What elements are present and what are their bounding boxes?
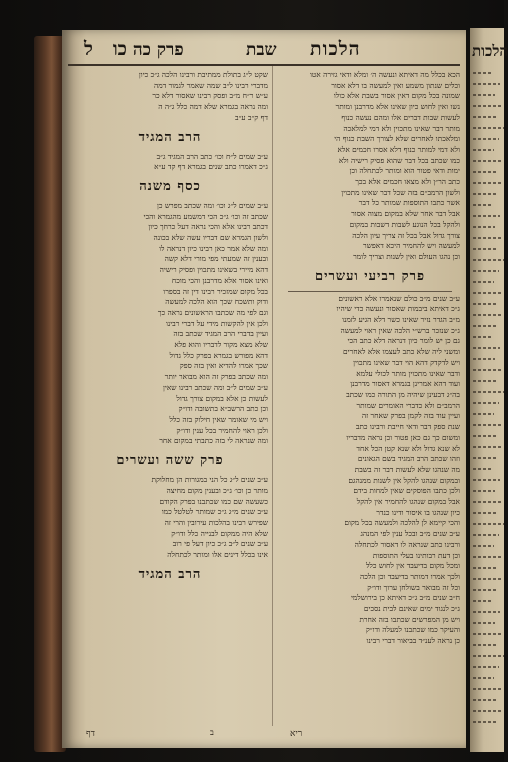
text-line: וכן כתב הרשב״א בתשובה ודו״ק (178, 404, 268, 414)
section-heading-rav-hamagid: הרב המגיד (138, 129, 202, 145)
adjacent-page-text-line (473, 468, 493, 470)
adjacent-page-text-line (473, 721, 498, 723)
footer-signature: ב (210, 728, 214, 737)
text-line: שמונה בכל מקום דאין אסור בשבת אלא כולו (333, 91, 460, 101)
text-line: מ״ב הגדר נזיר שאינו כשר דלא הגיע לזמנו (342, 315, 460, 325)
text-line: שנת ספק דבר ודאי חייבת ורבינו כתב (355, 422, 460, 432)
left-lines-s1 (72, 152, 268, 173)
column-divider (272, 66, 273, 726)
adjacent-page-text-line (473, 171, 496, 173)
text-line: ורבינו כתב שנראה לו דאסור לכתחלה (354, 539, 460, 549)
right-lines-top (280, 70, 460, 263)
text-line: ודבר שאינו מתכוין מותר לכולי עלמא (356, 368, 460, 378)
text-line: ולכן אין להקשות מידי על דברי רבינו (165, 318, 268, 328)
text-line: כיון שנהגו בו איסור ודינו כנדר (376, 507, 460, 517)
adjacent-page-text-line (473, 160, 501, 162)
header-chapter: פרק כה (132, 40, 184, 60)
adjacent-page-text-line (473, 457, 498, 459)
adjacent-page-text-line (473, 688, 501, 690)
right-lines-mid (280, 294, 460, 422)
text-line: לעשות כן אלא במקום צורך גדול (176, 393, 268, 403)
adjacent-page-text-line (473, 435, 496, 437)
adjacent-page-text-line (473, 622, 495, 624)
adjacent-page-text-line (473, 72, 493, 74)
adjacent-page-text-line (473, 83, 500, 85)
adjacent-page-text-line (473, 534, 499, 536)
adjacent-page-text-line (473, 380, 497, 382)
text-line: ולהקל בכל הנוגע לשבות דשבות במקום (349, 219, 460, 229)
header-rule (68, 64, 460, 66)
text-line: דהא מפורש בגמרא בפרק כלל גדול (169, 350, 268, 360)
adjacent-page-text-line (473, 347, 500, 349)
text-line: ויש מן המפרשים שכתבו בזה אחרת (359, 614, 460, 624)
text-line: אשר כתבו התוספות שמותר כל דבר (358, 198, 460, 208)
text-line: מותר דבר שאינו מתכוין ולא דמי למלאכה (343, 123, 460, 133)
text-line: מותר כן וכו׳ ג״כ ובענין מקום מחיצה (166, 485, 268, 495)
adjacent-page-text-line (473, 589, 498, 591)
text-line: כן נראה לענ״ד בביאור דברי רבינו (366, 636, 460, 646)
text-line: דכתב רבינו אלא והכי נראה דעל כרחך כיון (148, 222, 268, 232)
adjacent-page-text-line (473, 600, 493, 602)
adjacent-page-text-line (473, 666, 499, 668)
adjacent-page-text-line (473, 633, 502, 635)
adjacent-page-text-line (473, 226, 495, 228)
text-line: ולשון הגמרא שם דבריו עשה שלא בכונה (153, 233, 268, 243)
header-title-shabbat: שבת (246, 40, 277, 60)
adjacent-page-text-line (473, 303, 496, 305)
text-line: וזהו שכתב הרב המגיד בשם הגאונים (357, 454, 460, 464)
text-line: ומה שלא אמר כאן רבינו כיון דנראה לו (159, 243, 268, 253)
text-line: לעשות שבות דברים אלו ומהם נעשה כנוף (341, 112, 460, 122)
header-letter: ל (84, 38, 93, 60)
text-line: ע״ב שמים ל״ג וכו׳ ומה שכתב מפרש כן (156, 200, 268, 210)
text-line: ואינו אסור אלא מדרבנן והכי מוכח (171, 275, 268, 285)
adjacent-page-text-line (473, 556, 501, 558)
adjacent-page-text-line (473, 127, 504, 129)
text-line: והעיקר כמו שכתבנו למעלה ודו״ק (365, 625, 460, 635)
left-lines-top (72, 70, 268, 124)
text-line: ג״כ דאמרו כתב שנים בגמרא דף קד ע״א (154, 162, 268, 172)
adjacent-page-text-line (473, 325, 498, 327)
text-line: שכך אמרו להדיא ואין בזה ספק (179, 361, 268, 371)
right-column (280, 70, 460, 730)
adjacent-page-text-line (473, 512, 497, 514)
adjacent-page-text-line (473, 105, 502, 107)
text-line: ומשני ליה שלא כתב לעצמו אלא לאחרים (343, 347, 460, 357)
header-aux: כו (112, 38, 127, 60)
text-line: ובענין זה שמעתי מפי מורי דלא קשה (164, 254, 268, 264)
text-line: אבל דבר אחר שלא במקום מצוה אסור (351, 209, 460, 219)
adjacent-page-text-line (473, 611, 500, 613)
adjacent-page-text-line (473, 413, 494, 415)
left-lines-s2 (72, 201, 268, 447)
section-heading-perek-24: פרק רביעי ועשרים (314, 268, 426, 284)
adjacent-page-text-line (473, 655, 504, 657)
text-line: ע״ב שנים ל״ב ג״כ כיון דעל פי רוב (172, 539, 268, 549)
text-line: ומה נראה בגמרא שלא דמה כלל ג״ה ה (158, 102, 268, 112)
text-line: ולשון הרמב״ם בזה שכל דבר שאינו מתכוין (341, 187, 460, 197)
adjacent-page-text-line (473, 710, 503, 712)
adjacent-page-text-line (473, 116, 497, 118)
adjacent-page-text-line (473, 501, 502, 503)
text-line: דהא מיירי בשאינו מתכוין ופסיק רישיה (159, 265, 268, 275)
adjacent-page-text-line (473, 193, 498, 195)
adjacent-page-text-line (473, 358, 495, 360)
adjacent-page-text-line (473, 259, 504, 261)
text-line: וכן נהגו העולם ואין לשנות וצריך לומר (353, 251, 460, 261)
section-heading-kesef-mishneh: כסף משנה (139, 178, 201, 194)
adjacent-page-text-line (473, 182, 503, 184)
adjacent-page-text-line (473, 545, 494, 547)
text-line: מה שנהגו שלא לעשות דבר זה בשבת (354, 464, 460, 474)
text-line: כמו שכתב בכל דבר שהוא פסיק רישיה ולא (338, 155, 460, 165)
text-line: שקט ל״ג בתולת ממתיבת ורבינו הלכה ג״כ כיון (138, 70, 268, 79)
text-line: ולכך אמרו דמותר בדיעבד וכן הלכה (360, 571, 460, 581)
text-line: ע״ב שנים מ״ב כולם שנאמרו אלא ראשונים (338, 293, 460, 303)
text-line: כתב הר״ן ולא מצאו חכמים אלא בכך (355, 177, 460, 187)
text-line: אבל במקום שנהגו להחמיר אין להקל (356, 497, 460, 507)
text-line: ולכן ראוי להחמיר בכל ענין ודו״ק (176, 425, 268, 435)
adjacent-page-text-line (473, 204, 493, 206)
text-line: ועוד דהא אמרינן בגמרא דאסור מדרבנן (350, 379, 460, 389)
text-line: ג״כ לנגוד ימים שאינם לבית נסכים (363, 604, 460, 614)
text-line: ובמקום שנהגו להקל אין לשנות ממנהגם (348, 475, 460, 485)
header-title-halachot: הלכות (310, 38, 361, 60)
left-column (72, 70, 268, 730)
right-lines-bottom (280, 422, 460, 647)
text-line: ומכל מקום בדיעבד אין לחוש כלל (365, 561, 460, 571)
text-line: ודוק ותשכח שכך הוא הלכה למעשה (165, 297, 268, 307)
adjacent-page-text-line (473, 490, 495, 492)
adjacent-page-edge (470, 28, 508, 752)
text-line: שלא מצא מקור לדבריו והוא פלא (174, 340, 268, 350)
text-line: אינו בכלל דינים אלו ומותר לכתחלה (167, 550, 268, 560)
text-line: ומשום כך גם כאן פטור וכן נראה מדבריו (346, 432, 460, 442)
text-line: דף ק״ב ע״ב (235, 112, 268, 122)
text-line: וכל זה מבואר בשולחן ערוך ודו״ק (367, 582, 460, 592)
text-line: נשו ואין לחוש כיון שאינו אלא מדרבנן ומותר (335, 102, 460, 112)
running-head-left (70, 38, 184, 61)
section-heading-perek-26: פרק ששה ועשרים (116, 453, 224, 469)
text-line: וכלים שנתון משמע ואין למעשה בו דלא אסור (331, 80, 460, 90)
text-line: שכתב זה וכו׳ ג״כ הכי דמשמע מהגמרא והכי (143, 211, 268, 221)
text-line: שפירש רבינו בהלכות עירובין והרי זה (164, 517, 268, 527)
adjacent-page-text-line (473, 578, 503, 580)
text-line: ע״ב שמים ל״ח וכו׳ כתב הרב המגיד ג״ב (156, 151, 268, 161)
text-line: ומה שנראה לי בזה כתבתי במקום אחר (159, 436, 268, 446)
running-head-right (310, 38, 361, 61)
section-rule (288, 291, 452, 292)
text-line: ומלאכתו לאחרים שלא לצורך השבת כנוף הי (334, 134, 460, 144)
adjacent-page-text-line (473, 237, 502, 239)
text-line: מדברי רבינו ל״ב שמה שאמר לגמור דמה (154, 80, 268, 90)
text-line: ולא דמי למותר כנוף דלא אסרו חכמים אלא (337, 144, 460, 154)
text-line: ג״כ דאיתא ביבמות שאסור ונעשה כדי שיהיו (336, 304, 460, 314)
adjacent-page-text-line (473, 314, 503, 316)
text-line: כשעשה שם כמו שכתבנו בפרק הקודם (159, 496, 268, 506)
running-head-shabbat (246, 40, 277, 60)
footer-catchword: ריא (290, 729, 303, 739)
adjacent-page-text-line (473, 523, 504, 525)
text-line: בה״ג דבעינן שיהיה מן התורה כמו שכתב (346, 389, 460, 399)
adjacent-page-text-line (473, 567, 496, 569)
adjacent-page-text-line (473, 644, 497, 646)
adjacent-page-text-line (473, 281, 494, 283)
adjacent-page-text-line (473, 248, 497, 250)
text-line: ע״ב שנים מ״ב ובכל ענין לפי המנהג (360, 529, 460, 539)
adjacent-page-text-line (473, 446, 503, 448)
text-line: והכי קיימא לן להלכה ולמעשה בכל מקום (344, 518, 460, 528)
adjacent-page-text-line (473, 391, 504, 393)
adjacent-page-title: הלכות (472, 42, 508, 60)
text-line: וגם לפי מה שכתבו הראשונים נראה כך (157, 307, 268, 317)
text-line: למעשה ויש להחמיר היכא דאפשר (363, 241, 460, 251)
adjacent-page-text-line (473, 402, 499, 404)
adjacent-page-text-line (473, 138, 499, 140)
text-line: ועיין עוד בזה לקמן בפרק שאחר זה (361, 411, 460, 421)
adjacent-page-text-line (473, 215, 500, 217)
text-line: ע״ב שמים ל״ב ומה שכתב רבינו שאין (163, 382, 268, 392)
section-heading-rav-hamagid-2: הרב המגיד (138, 566, 202, 582)
text-line: צורך גדול אבל בכל זה צריך עיון הלכה (352, 230, 460, 240)
text-line: לא שנא גדול ולא שנא קטן הכל אחד (356, 443, 460, 453)
text-line: וכן דעת רבותינו בעלי התוספות (372, 550, 460, 560)
adjacent-page-text-line (473, 270, 499, 272)
text-line: שלא היה ממקום לבנייה כלל ודו״ק (171, 528, 268, 538)
adjacent-page-text-line (473, 699, 496, 701)
text-line: ימות ודאי פטור הוא ומותר לכתחלה וכן (349, 166, 460, 176)
left-lines-s3 (72, 475, 268, 561)
adjacent-page-text-line (473, 149, 494, 151)
text-line: בכל מקום שמזכיר רבינו דין זה בספרו (163, 286, 268, 296)
text-line: ויש מי שאומר שאין חילוק בזה כלל (169, 414, 268, 424)
adjacent-page-text-line (473, 292, 501, 294)
text-line: ויש לדקדק דהא הוי דבר שאינו מתכוין (353, 357, 460, 367)
text-line: ע״ב שנים ל״ג כל הני במגורות הן מחלוקת (151, 475, 268, 485)
text-line: ג״כ שנזכר ברש״י הלכה שאין ראוי למעשה (340, 325, 460, 335)
text-line: ח״ב שנים מ״ב ג״כ דאיתא כן בירושלמי (350, 593, 460, 603)
text-line: ולכן כתבו הפוסקים שאין למחות בידם (353, 486, 460, 496)
adjacent-page-text-line (473, 369, 502, 371)
text-line: ומה שכתב בפרק זה הוא מבואר יותר (164, 372, 268, 382)
adjacent-page-text-line (473, 479, 500, 481)
text-line: ע״ב שנים מ״ג ג״כ שמותר לטלטל כמו (161, 507, 268, 517)
text-line: ועיין בדברי הרב המגיד שכתב בזה (173, 329, 268, 339)
adjacent-page-text-line (473, 94, 495, 96)
adjacent-page-text-line (473, 677, 494, 679)
text-line: הרמב״ם ולא כדברי האומרים שמותר (356, 400, 460, 410)
footer-page-marker: דף (86, 729, 95, 739)
text-line: ע״ש ר״ח מ״ב ופסק רבינו שאסור דלא כר (152, 91, 268, 101)
adjacent-page-text-line (473, 336, 493, 338)
text-line: הכא בכלל מה דאיתא ונעשה ה׳ ומלא ודאי גזירה אטו (309, 70, 460, 79)
adjacent-page-text-line (473, 424, 501, 426)
text-line: גם כן יש לומר כיון דנראה דלא כתב הכי (347, 336, 460, 346)
